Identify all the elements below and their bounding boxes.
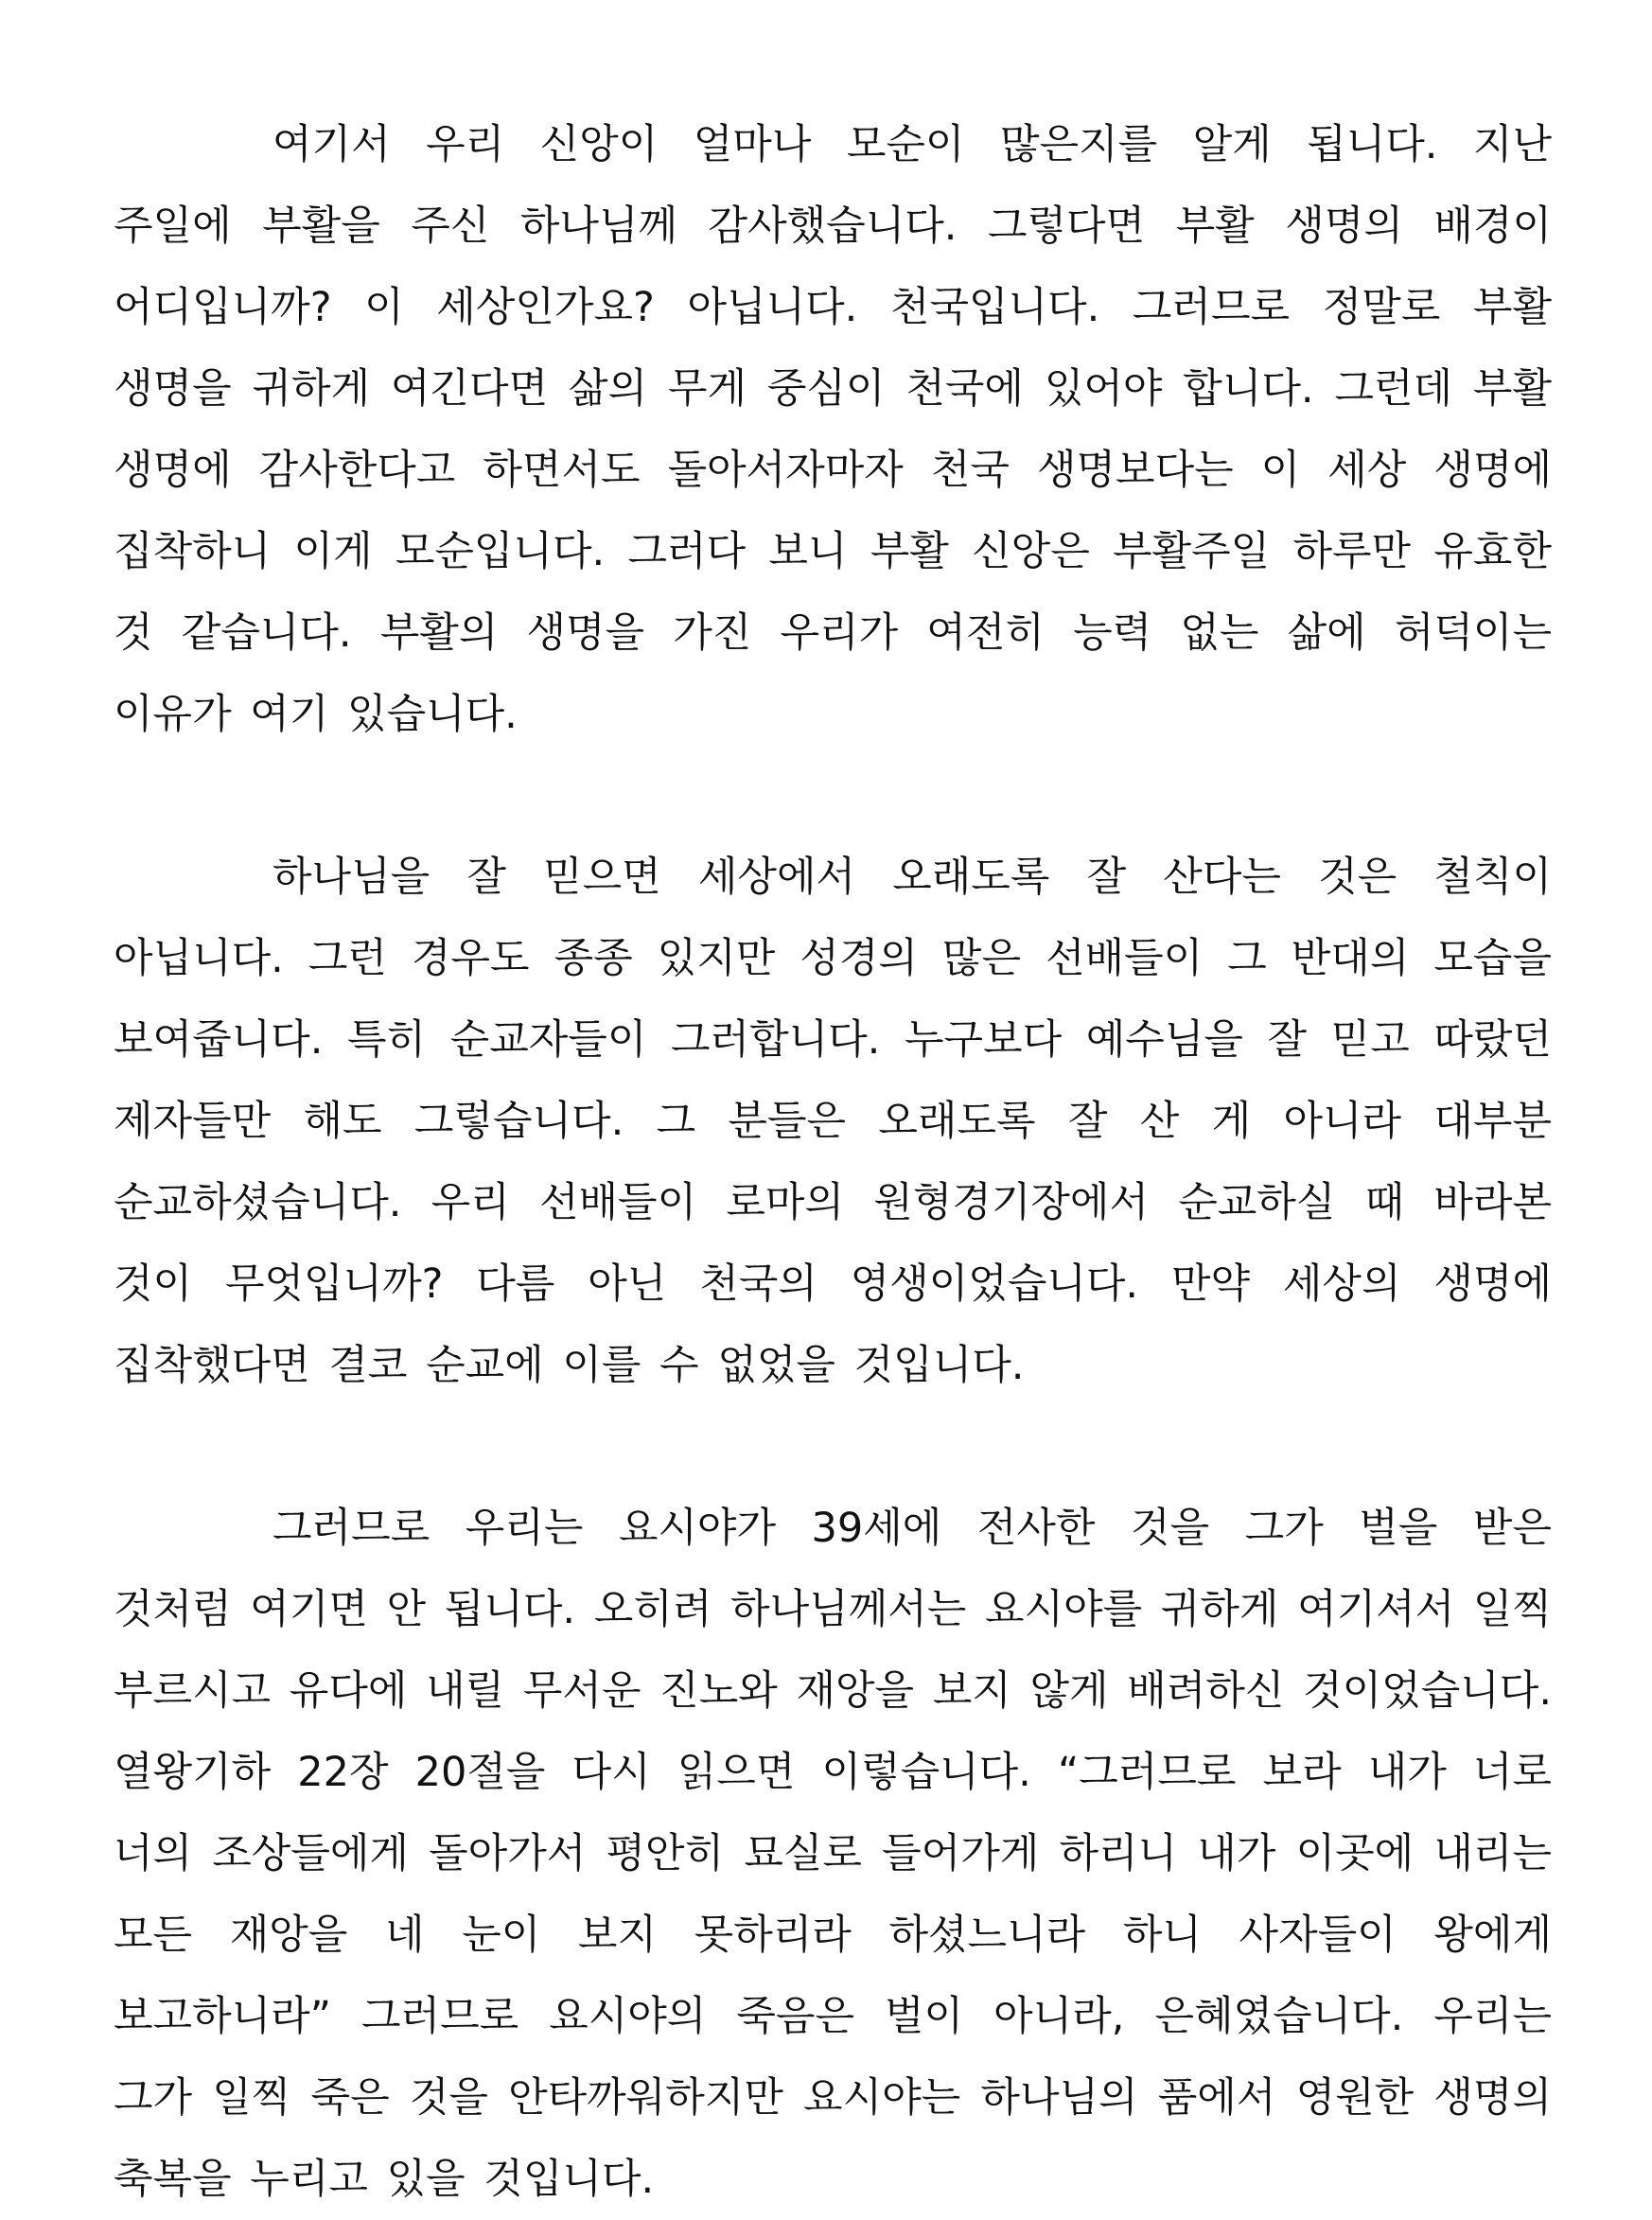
paragraph-3: 그러므로 우리는 요시야가 39세에 전사한 것을 그가 벌을 받은 것처럼 여기면 안 됩니다. 오히려 하나님께서는 요시야를 귀하게 여기셔서 일찍 부르시고 유다에 내릴 무서운 진노와 재앙을 보지 않게 배려하신 것이었습니다. 열왕기하 22장 20절을 다시 읽으면 이렇습니다. “그러므로 보라 내가 너로 너의 조상들에게 돌아가서 평안히 묘실로 들어가게 하리니 내가 이곳에 내리는 모든 재앙을 네 눈이 보지 못하리라 하셨느니라 하니 사자들이 왕에게 보고하니라” 그러므로 요시야의 죽음은 벌이 아니라, 은혜였습니다. 우리는 그가 일찍 죽은 것을 안타까워하지만 요시야는 하나님의 품에서 영원한 생명의 축복을 누리고 있을 것입니다. (114, 1505, 1552, 2203)
paragraph-2: 하나님을 잘 믿으면 세상에서 오래도록 잘 산다는 것은 철칙이 아닙니다. 그런 경우도 종종 있지만 성경의 많은 선배들이 그 반대의 모습을 보여줍니다. 특히 순교자들이 그러합니다. 누구보다 예수님을 잘 믿고 따랐던 제자들만 해도 그렇습니다. 그 분들은 오래도록 잘 산 게 아니라 대부분 순교하셨습니다. 우리 선배들이 로마의 원형경기장에서 순교하실 때 바라본 것이 무엇입니까? 다름 아닌 천국의 영생이었습니다. 만약 세상의 생명에 집착했다면 결코 순교에 이를 수 없었을 것입니다. (114, 854, 1552, 1389)
paragraph-1: 여기서 우리 신앙이 얼마나 모순이 많은지를 알게 됩니다. 지난 주일에 부활을 주신 하나님께 감사했습니다. 그렇다면 부활 생명의 배경이 어디입니까? 이 세상인가요? 아닙니다. 천국입니다. 그러므로 정말로 부활 생명을 귀하게 여긴다면 삶의 무게 중심이 천국에 있어야 합니다. 그런데 부활 생명에 감사한다고 하면서도 돌아서자마자 천국 생명보다는 이 세상 생명에 집착하니 이게 모순입니다. 그러다 보니 부활 신앙은 부활주일 하루만 유효한 것 같습니다. 부활의 생명을 가진 우리가 여전히 능력 없는 삶에 허덕이는 이유가 여기 있습니다. (114, 121, 1552, 738)
document-page (114, 104, 1552, 2220)
